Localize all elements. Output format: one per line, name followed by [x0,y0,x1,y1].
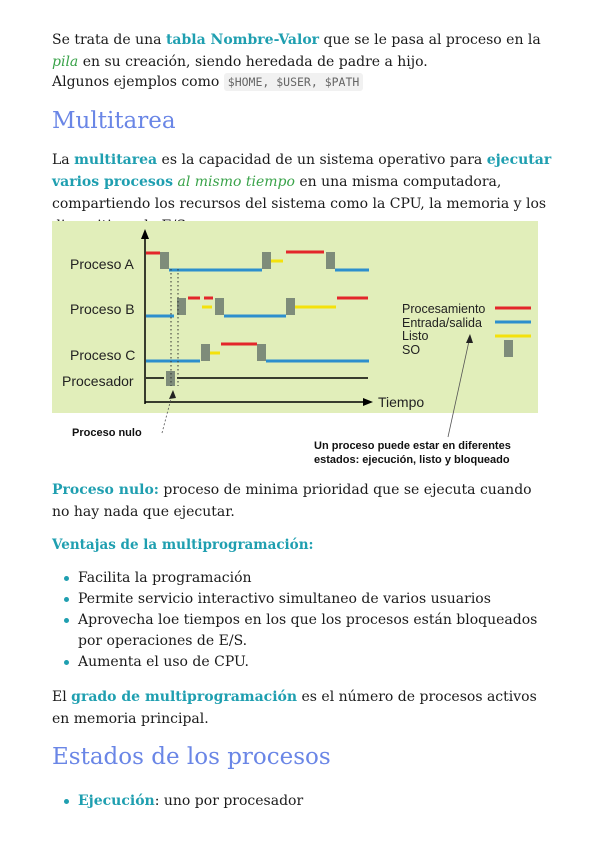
row-label-a: Proceso A [70,256,134,272]
link-proceso-nulo[interactable]: Proceso nulo: [52,482,159,498]
heading-ventajas: Ventajas de la multiprogramación: [52,537,314,553]
list-item: Aumenta el uso de CPU. [78,652,552,673]
note-null-process: Proceso nulo [72,427,142,439]
multitasking-diagram [52,221,548,468]
seg-c-os-1 [201,344,210,361]
link-ejecucion[interactable]: Ejecución [78,793,155,809]
legend-swatch-os [504,340,513,357]
row-label-c: Proceso C [70,347,136,363]
link-multitarea[interactable]: multitarea [74,152,158,168]
legend-label-os: SO [402,343,421,357]
note-states-line1: Un proceso puede estar en diferentes [314,440,511,452]
estados-list [52,791,552,812]
seg-b-os-3 [286,298,295,315]
grado-paragraph: El grado de multiprogramación es el número de procesos activos en memoria principal. [52,689,537,727]
list-item: Aprovecha loe tiempos en los que los procesos están bloqueados por operaciones de E/S. [78,610,552,652]
seg-a-os-1 [160,252,169,269]
examples-paragraph: Algunos ejemplos como $HOME, $USER, $PATH [52,71,552,93]
pila-term: pila [52,54,79,70]
legend-label-processing: Procesamiento [402,302,486,316]
seg-b-os-2 [215,298,224,315]
intro-paragraph: Se trata de una tabla Nombre-Valor que se le pasa al proceso en la pila en su creación, siendo heredada de padre a hijo. [52,32,541,70]
x-axis-label: Tiempo [378,394,425,410]
seg-a-os-3 [326,252,335,269]
note-states-line2: estados: ejecución, listo y bloqueado [314,454,510,466]
seg-c-os-2 [257,344,266,361]
row-label-b: Proceso B [70,301,135,317]
ventajas-list [52,568,552,673]
list-item: Ejecución: uno por procesador [78,791,552,812]
env-vars-code: $HOME, $USER, $PATH [224,73,364,91]
heading-multitarea: Multitarea [52,108,176,134]
row-label-processor: Procesador [62,373,134,389]
heading-estados: Estados de los procesos [52,744,331,770]
legend-label-io: Entrada/salida [402,316,482,330]
legend-label-ready: Listo [402,329,429,343]
al-mismo-tiempo: al mismo tiempo [177,174,295,190]
link-tabla-nombre-valor[interactable]: tabla Nombre-Valor [165,32,320,48]
link-ejecutar-varios-procesos[interactable]: ejecutar varios procesos [52,152,552,190]
proceso-nulo-paragraph: Proceso nulo: proceso de minima prioridad que se ejecuta cuando no hay nada que ejecutar. [52,482,532,520]
multitarea-paragraph: La multitarea es la capacidad de un sistema operativo para ejecutar varios procesos al mismo tiempo en una misma computadora, compartiendo los recursos del sistema como la CPU, la memoria y los [52,152,552,212]
list-item: Facilita la programación [78,568,552,589]
seg-a-os-2 [262,252,271,269]
multitasking-figure [52,221,548,468]
list-item: Permite servicio interactivo simultaneo de varios usuarios [78,589,552,610]
link-grado-multiprogramacion[interactable]: grado de multiprogramación [71,689,298,705]
